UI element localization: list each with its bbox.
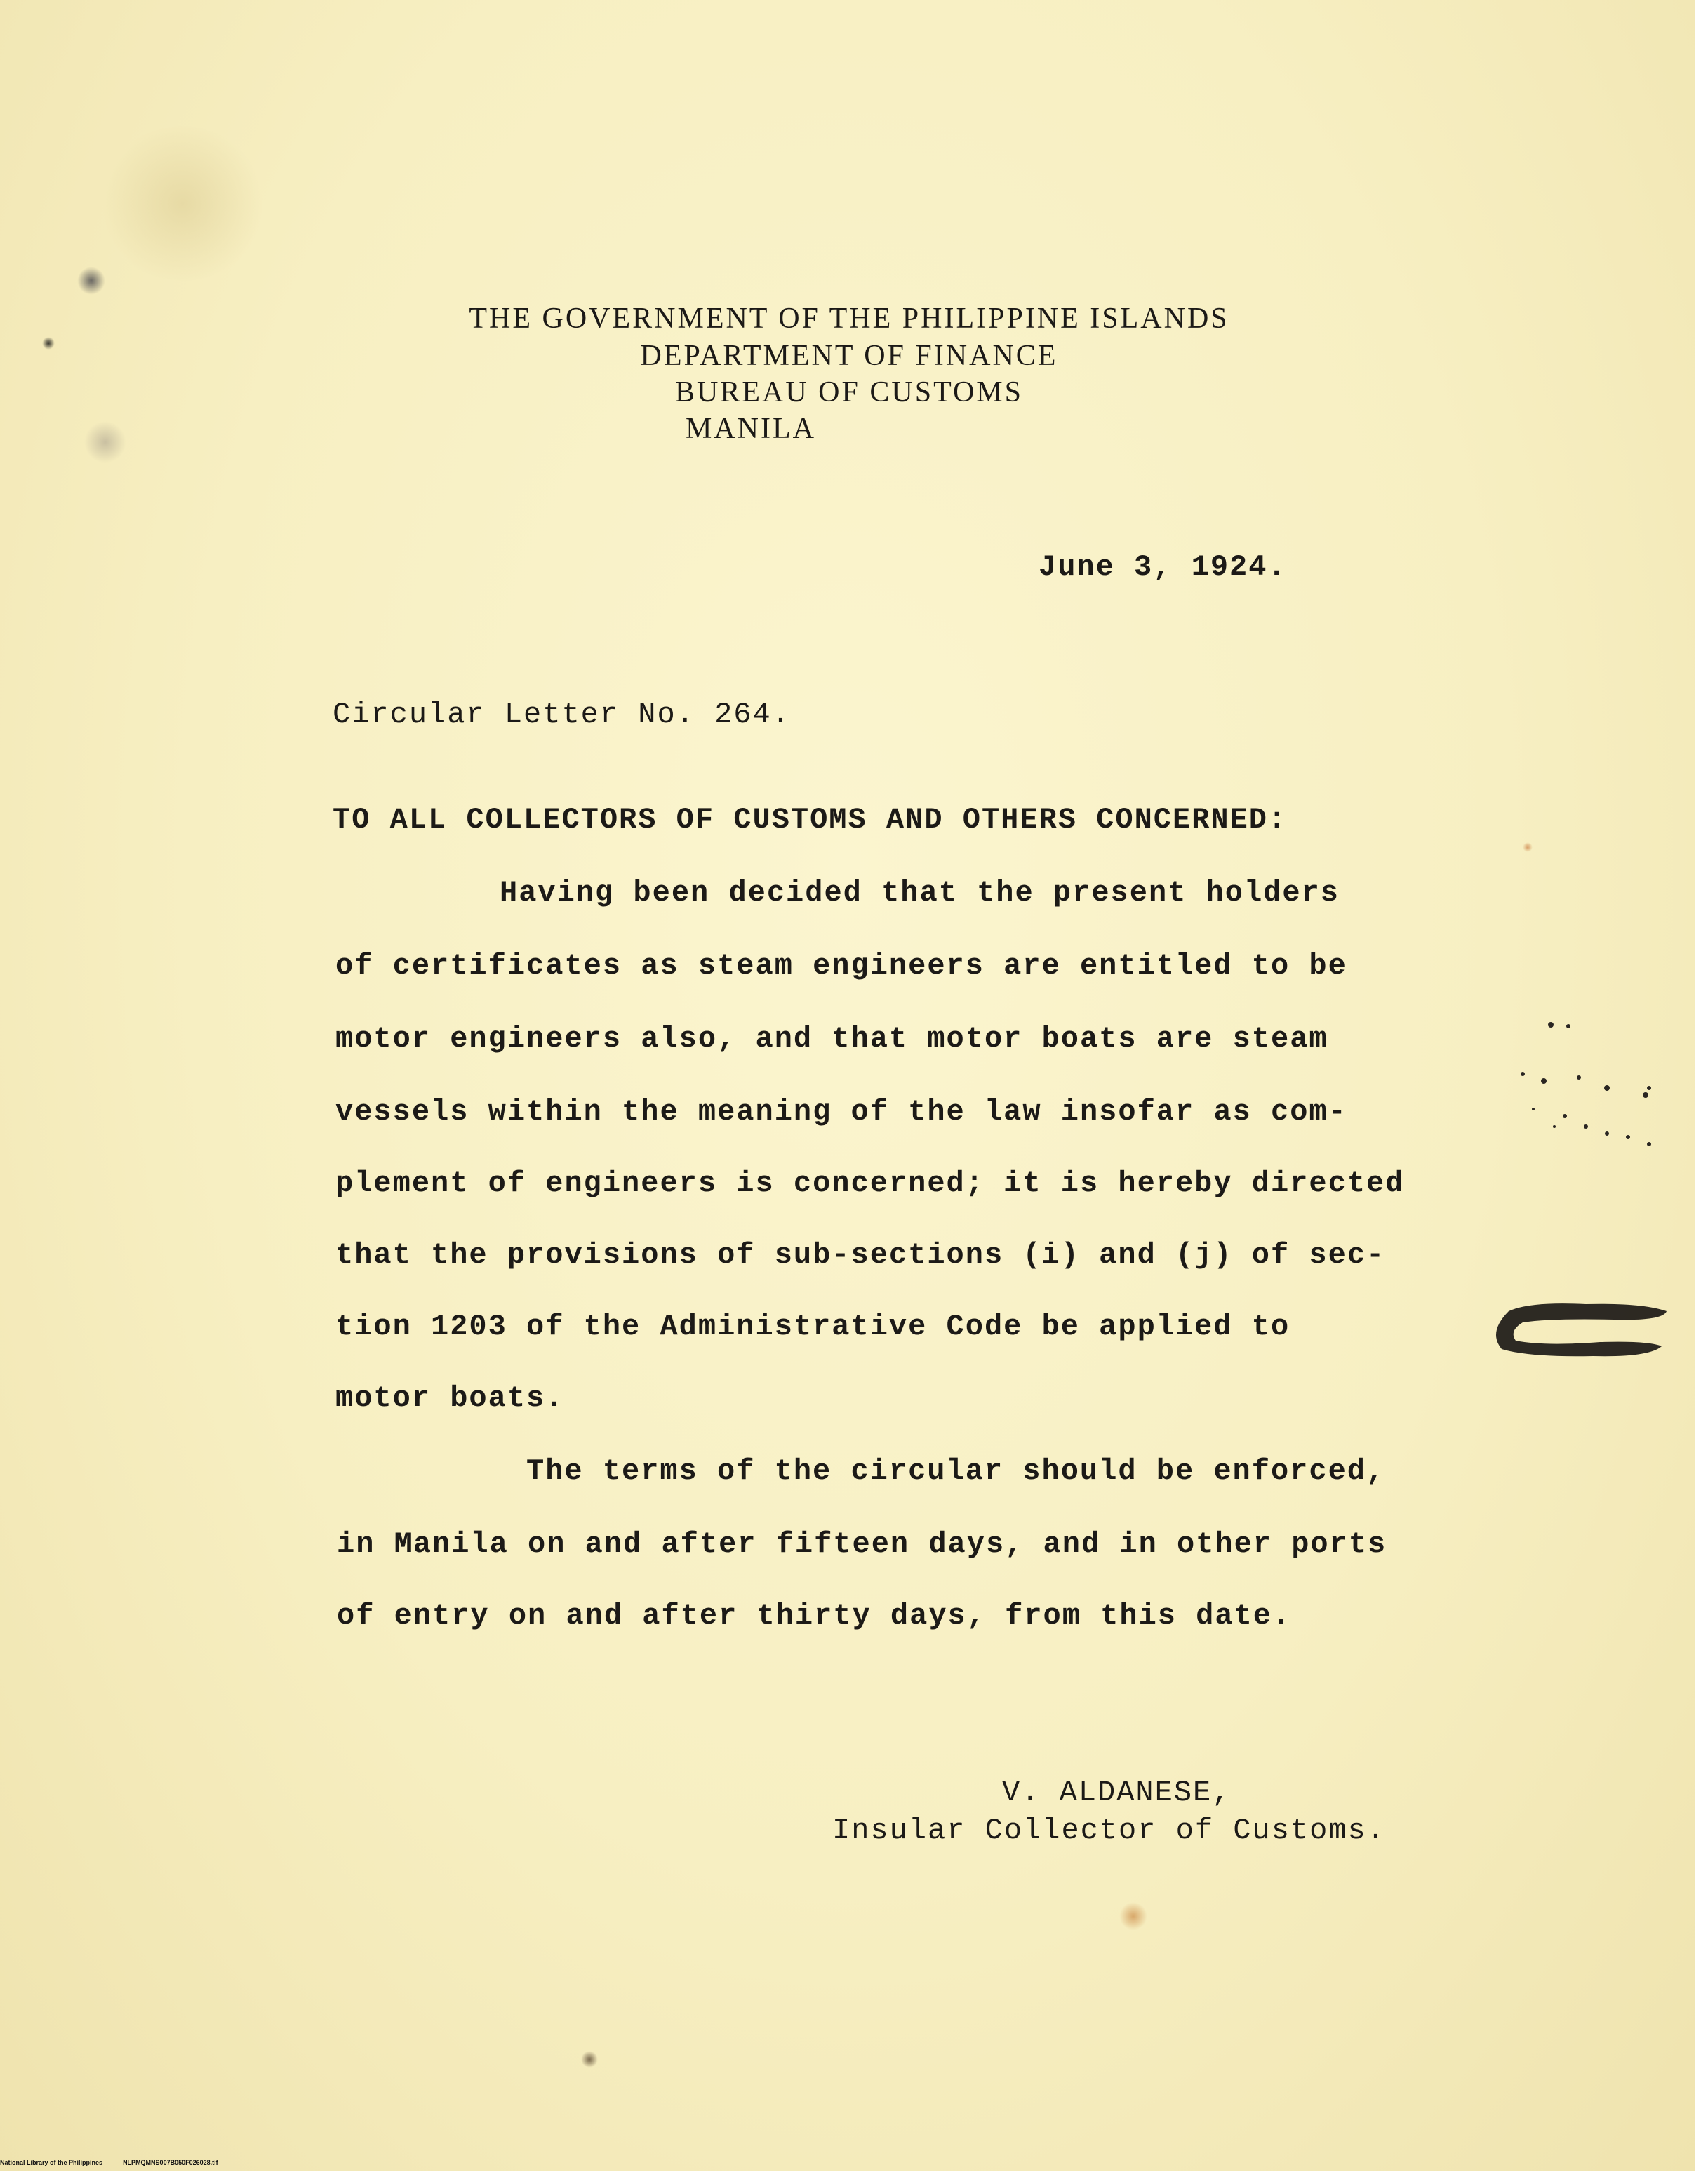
circular-number: Circular Letter No. 264. [333,698,791,731]
paper-stain [42,337,55,350]
paper-stain [581,2051,598,2068]
paper-stain [84,421,126,463]
signatory-title: Insular Collector of Customs. [832,1814,1386,1847]
paper-stain [1523,842,1533,852]
letterhead-line-department: DEPARTMENT OF FINANCE [640,340,1058,372]
page-edge [1695,0,1708,2171]
paragraph2-line: The terms of the circular should be enforced, [526,1454,1386,1488]
paper-stain [1119,1902,1147,1930]
addressee-line: TO ALL COLLECTORS OF CUSTOMS AND OTHERS CONCERNED: [333,803,1288,837]
paragraph1-line: of certificates as steam engineers are entitled to be [335,949,1347,983]
paragraph1-line: Having been decided that the present holders [500,876,1340,910]
paragraph1-line: vessels within the meaning of the law insofar as com- [335,1095,1347,1129]
paragraph1-line: motor boats. [335,1381,565,1415]
paragraph2-line: of entry on and after thirty days, from this date. [337,1599,1292,1633]
ink-blot [1488,1297,1670,1360]
paper-stain [77,267,105,295]
paragraph2-line: in Manila on and after fifteen days, and in other ports [337,1527,1387,1561]
footer-file-id: NLPMQMNS007B050F026028.tif [123,2159,218,2166]
footer-library: National Library of the Philippines [0,2159,103,2166]
signatory-name: V. ALDANESE, [1002,1776,1232,1810]
letterhead-line-city: MANILA [686,413,816,445]
letterhead-line-government: THE GOVERNMENT OF THE PHILIPPINE ISLANDS [469,303,1229,335]
paragraph1-line: that the provisions of sub-sections (i) and (j) of sec- [335,1238,1386,1272]
letterhead-line-bureau: BUREAU OF CUSTOMS [675,376,1023,409]
paragraph1-line: tion 1203 of the Administrative Code be applied to [335,1310,1290,1343]
paper-stain [98,126,267,281]
letter-date: June 3, 1924. [1039,550,1287,584]
ink-speckles [1502,1011,1684,1179]
paragraph1-line: plement of engineers is concerned; it is hereby directed [335,1167,1405,1200]
scan-footer [0,2159,218,2166]
paragraph1-line: motor engineers also, and that motor boats are steam [335,1022,1328,1056]
